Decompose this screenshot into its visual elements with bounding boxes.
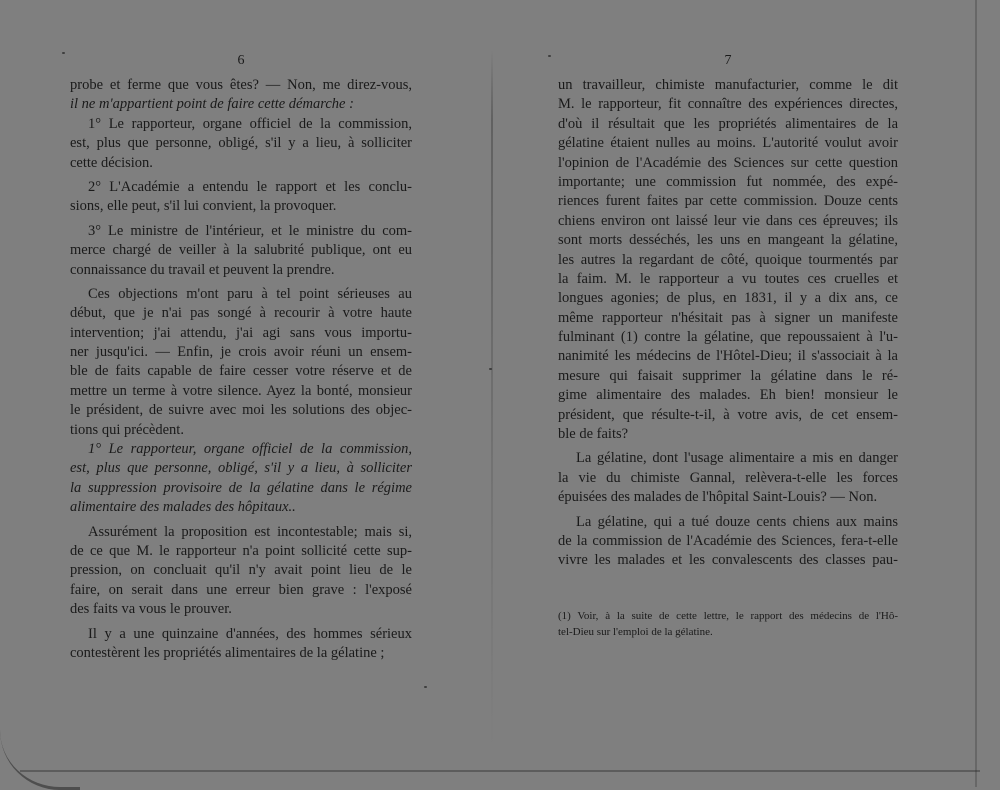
text-line: Assurément la proposition est incontestable; mais si, xyxy=(88,523,412,540)
text-line: faire, on serait dans une erreur bien grave : l'exposé xyxy=(70,581,412,598)
text-line: 1° Le rapporteur, organe officiel de la commission, xyxy=(88,441,412,458)
text-line: La gélatine, qui a tué douze cents chiens aux mains xyxy=(576,513,898,530)
text-line: d'où il résultait que les propriétés alimentaires de la xyxy=(558,115,898,132)
text-line: les autres la regardant de côté, quoique tourmentés par xyxy=(558,251,898,268)
text-line: la suppression provisoire de la gélatine dans le régime xyxy=(70,479,412,496)
text-line: ble de faits? xyxy=(558,426,629,443)
text-line: mesure qui faisait supprimer la gélatine dans le ré- xyxy=(558,367,898,384)
text-line: Ces objections m'ont paru à tel point sérieuses au xyxy=(88,285,412,302)
text-line: vivre les malades et les convalescents des classes pau- xyxy=(558,552,898,569)
text-line: la faim. M. le rapporteur a vu toutes ces cruelles et xyxy=(558,270,898,287)
text-line: gélatine étaient nulles au moins. L'autorité voulut avoir xyxy=(558,135,898,152)
footnote-line: tel-Dieu sur l'emploi de la gélatine. xyxy=(558,626,713,638)
text-line: 1° Le rapporteur, organe officiel de la commission, xyxy=(88,115,412,132)
text-line: intervention; j'ai attendu, j'ai agi sans vous importu- xyxy=(70,324,412,341)
text-line: cette décision. xyxy=(70,154,153,171)
text-line: 2° L'Académie a entendu le rapport et les conclu- xyxy=(88,178,412,195)
page-edge-right xyxy=(975,0,977,787)
scan-speck xyxy=(62,52,65,54)
page-edge-bottom xyxy=(20,770,980,772)
footnote-line: (1) Voir, à la suite de cette lettre, le rapport des médecins de l'Hô- xyxy=(558,610,898,622)
text-block xyxy=(70,76,412,663)
right-page xyxy=(558,50,898,638)
text-line: connaissance du travail et peuvent la prendre. xyxy=(70,261,335,278)
book-gutter xyxy=(491,50,493,750)
text-line: épuisées des malades de l'hôpital Saint-Louis? — Non. xyxy=(558,489,878,506)
text-line: Il y a une quinzaine d'années, des hommes sérieux xyxy=(88,625,412,642)
text-block xyxy=(558,76,898,571)
text-line: tions qui précèdent. xyxy=(70,421,184,438)
text-line: nanimité les médecins de l'Hôtel-Dieu; il s'associait à la xyxy=(558,348,898,365)
text-line: sont morts desséchés, les uns en mangeant la gélatine, xyxy=(558,232,898,249)
text-line: l'opinion de l'Académie des Sciences sur cette question xyxy=(558,154,898,171)
text-line: 3° Le ministre de l'intérieur, et le ministre du com- xyxy=(88,222,412,239)
text-line: ner jusqu'ici. — Enfin, je crois avoir réuni un ensem- xyxy=(70,344,412,361)
footnote xyxy=(558,608,898,640)
text-line: le président, de suivre avec moi les solutions des objec- xyxy=(70,402,412,419)
text-line: un travailleur, chimiste manufacturier, comme le dit xyxy=(558,77,898,93)
text-line: sions, elle peut, s'il lui convient, la provoquer. xyxy=(70,198,337,215)
text-line: début, que je n'ai pas songé à recourir à votre haute xyxy=(70,305,412,322)
text-line: importante; une commission fut nommée, des expé- xyxy=(558,173,898,190)
text-line: M. le rapporteur, fit connaître des expériences directes, xyxy=(558,96,898,113)
page-edge-left xyxy=(0,690,80,790)
text-line: est, plus que personne, obligé, s'il y a lieu, à solliciter xyxy=(70,135,412,152)
left-page xyxy=(70,50,412,663)
text-line: ble de faits capable de faire cesser votre réserve et de xyxy=(70,363,412,380)
text-line: mettre un terme à votre silence. Ayez la bonté, monsieur xyxy=(70,382,412,399)
text-line: président, que résulte-t-il, à votre avis, de cet ensem- xyxy=(558,406,898,423)
text-line: longues agonies; de plus, en 1831, il y a dix ans, ce xyxy=(558,290,898,307)
text-line: des faits va vous le prouver. xyxy=(70,601,232,618)
text-line: pression, on concluait qu'il n'y avait point lieu de le xyxy=(70,562,412,579)
text-line: chiens environ ont laissé leur vie dans ces épreuves; ils xyxy=(558,212,898,229)
text-line: gime alimentaire des malades. Eh bien! monsieur le xyxy=(558,387,898,404)
text-line: de la commission de l'Académie des Sciences, fera-t-elle xyxy=(558,532,898,549)
scan-speck xyxy=(424,686,427,688)
scan-speck xyxy=(489,368,492,370)
text-line: probe et ferme que vous êtes? — Non, me direz-vous, xyxy=(70,77,412,93)
text-line: riences furent faites par cette commission. Douze cents xyxy=(558,193,898,210)
text-line: alimentaire des malades des hôpitaux.. xyxy=(70,499,296,516)
scan-speck xyxy=(548,55,551,57)
text-line: de ce que M. le rapporteur n'a point sollicité cette sup- xyxy=(70,542,412,559)
text-line: la vie du chimiste Gannal, relèvera-t-elle les forces xyxy=(558,469,898,486)
text-line: La gélatine, dont l'usage alimentaire a mis en danger xyxy=(576,450,898,467)
text-line: fulminant (1) contre la gélatine, que repoussaient à l'u- xyxy=(558,329,898,346)
text-line: merce chargé de veiller à la salubrité publique, ont eu xyxy=(70,242,412,259)
text-line: contestèrent les propriétés alimentaires de la gélatine ; xyxy=(70,644,385,661)
text-line: est, plus que personne, obligé, s'il y a lieu, à solliciter xyxy=(70,460,412,477)
text-line: même rapporteur n'hésitait pas à signer un manifeste xyxy=(558,309,898,326)
page-number: 6 xyxy=(237,53,245,68)
page-number: 7 xyxy=(724,53,732,68)
text-line: il ne m'appartient point de faire cette démarche : xyxy=(70,96,354,113)
